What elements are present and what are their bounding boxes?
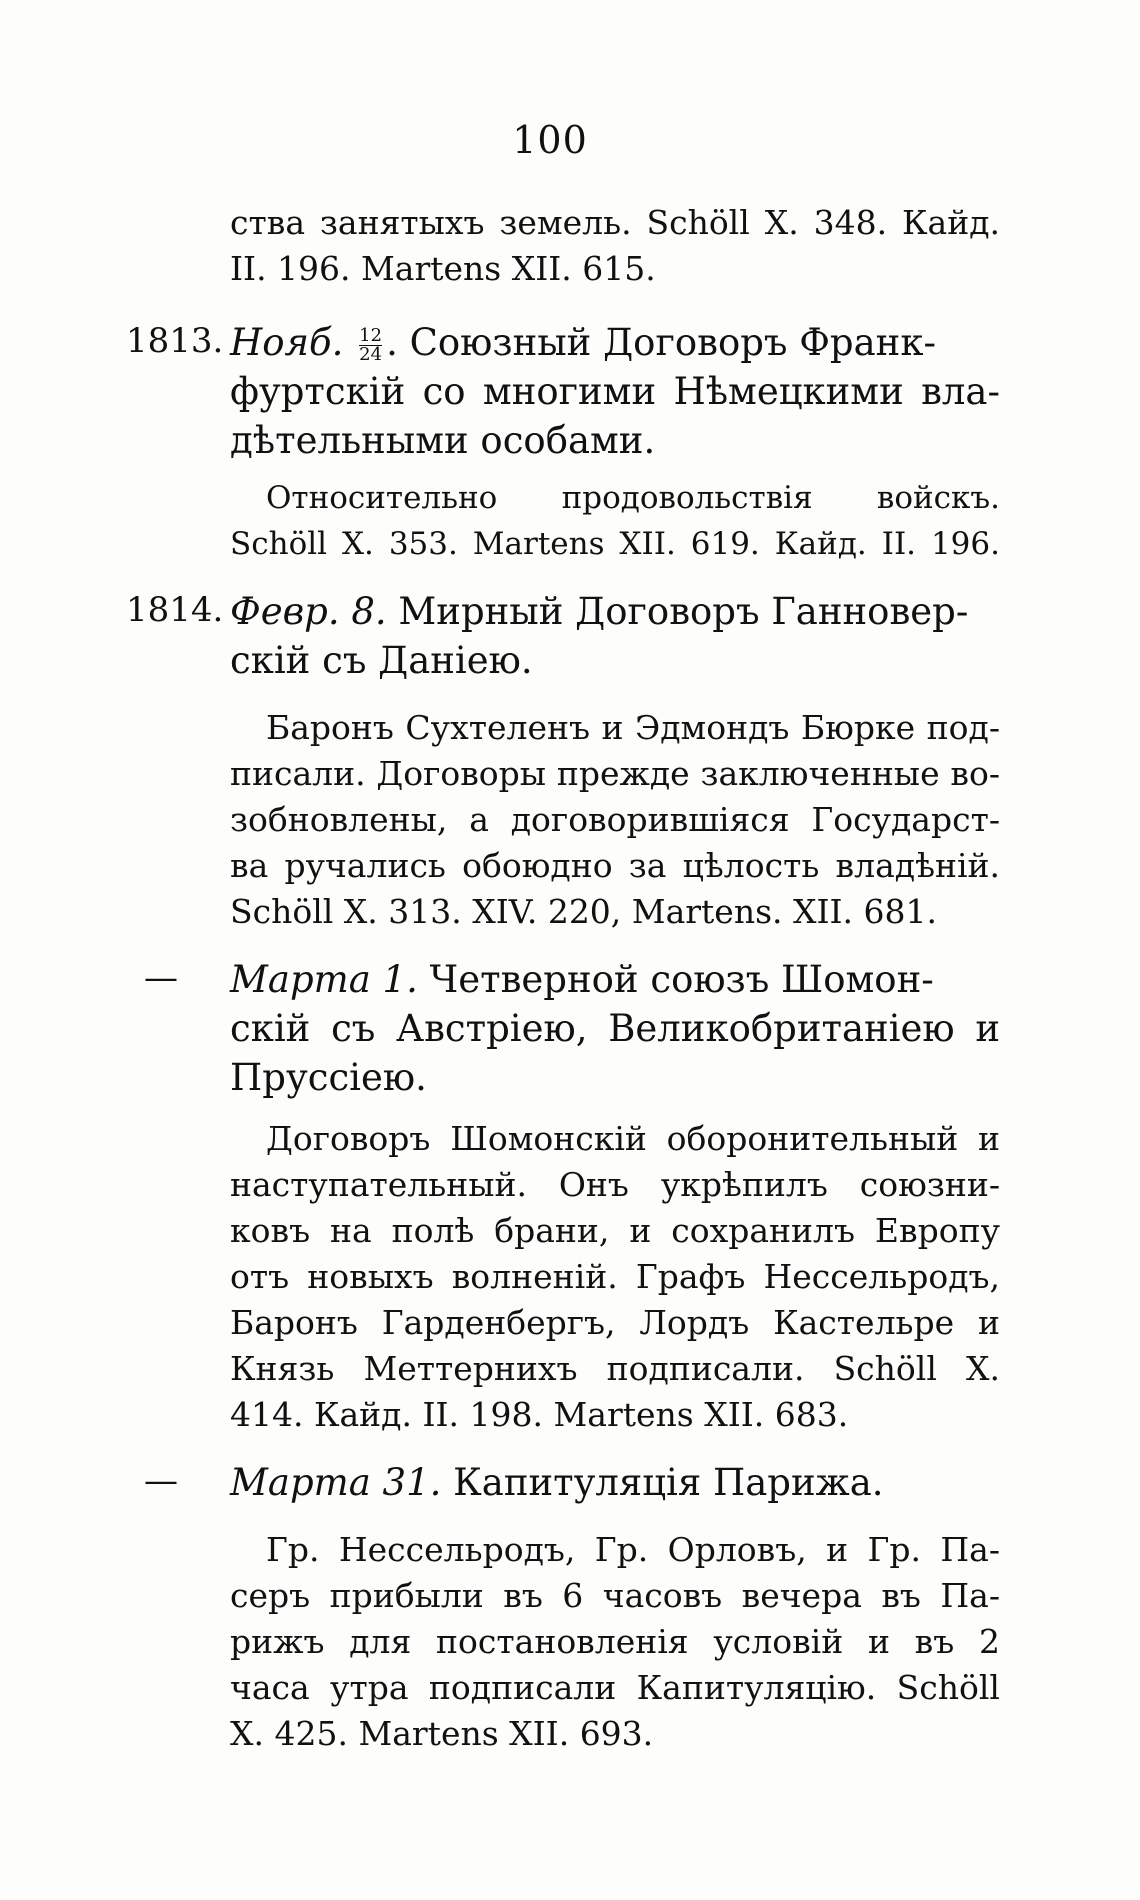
body-line: Относительно продовольствія войскъ. [266, 480, 1000, 516]
entry-title-line [230, 318, 1000, 367]
fraction-numerator: 12 [359, 325, 383, 346]
entry-body [230, 1527, 1000, 1757]
entry-date: Нояб. [230, 321, 344, 364]
entry-heading [144, 1458, 1000, 1507]
body-line: Баронъ Гарденбергъ, Лордъ Кастельре и [230, 1303, 1000, 1342]
body-line: зобновлены, а договорившіяся Государст- [230, 800, 1000, 839]
entry-dash: — [144, 958, 178, 998]
entry-title-line: скій съ Даніею. [230, 639, 533, 682]
entry-body [230, 705, 1000, 935]
entry-title-line: фуртскій со многими Нѣмецкими вла- [230, 370, 1000, 413]
body-line: писали. Договоры прежде заключенные во- [230, 754, 1000, 793]
body-line: рижъ для постановленія условій и въ 2 [230, 1622, 1000, 1661]
body-line: серъ прибыли въ 6 часовъ вечера въ Па- [230, 1576, 1000, 1615]
body-line: часа утра подписали Капитуляцію. Schöll [230, 1668, 1000, 1707]
continuation-text [230, 200, 1000, 292]
treaty-entry [144, 1458, 1000, 1757]
body-line: 414. Кайд. II. 198. Martens XII. 683. [230, 1395, 849, 1434]
entry-title-line: дѣтельными особами. [230, 419, 656, 462]
treaty-entry [126, 318, 1000, 567]
body-line: Князь Меттернихъ подписали. Schöll X. [230, 1349, 1000, 1388]
page-content [126, 200, 1000, 1757]
entry-title: Мирный Договоръ Ганновер- [386, 590, 969, 633]
text-line: ства занятыхъ земель. Schöll X. 348. Кайд. [230, 203, 1000, 242]
treaty-entry [126, 587, 1000, 935]
entry-year: 1814. [126, 590, 224, 630]
entry-heading [126, 587, 1000, 685]
fraction-denominator: 24 [359, 344, 383, 365]
entry-heading [144, 955, 1000, 1102]
body-line: ковъ на полѣ брани, и сохранилъ Европу [230, 1211, 1000, 1250]
body-line: ва ручались обоюдно за цѣлость владѣній. [230, 846, 1000, 885]
body-line: X. 425. Martens XII. 693. [230, 1714, 654, 1753]
entry-title: . Союзный Договоръ Франк- [386, 321, 936, 364]
body-line: Schöll X. 313. XIV. 220, Martens. XII. 681. [230, 892, 938, 931]
entry-body [194, 475, 1000, 567]
body-line: Гр. Нессельродъ, Гр. Орловъ, и Гр. Па- [266, 1530, 1000, 1569]
date-fraction [359, 327, 382, 364]
entry-dash: — [144, 1461, 178, 1501]
treaty-entry [144, 955, 1000, 1438]
body-line: Баронъ Сухтеленъ и Эдмондъ Бюрке под- [266, 708, 1000, 747]
entry-title: Четверной союзъ Шомон- [417, 958, 934, 1001]
entry-title-line: Пруссіею. [230, 1056, 427, 1099]
body-line: Договоръ Шомонскій оборонительный и [266, 1119, 1000, 1158]
entry-date: Марта 1. [230, 958, 418, 1001]
text-line: II. 196. Martens XII. 615. [230, 249, 656, 288]
body-line: отъ новыхъ волненій. Графъ Нессельродъ, [230, 1257, 1000, 1296]
entry-title-line [230, 1458, 1000, 1507]
entry-year: 1813. [126, 321, 224, 361]
entry-date: Февр. 8. [230, 590, 387, 633]
entry-title-line [230, 955, 1000, 1004]
page-number: 100 [512, 118, 588, 162]
body-line: Schöll X. 353. Martens XII. 619. Кайд. II. 196. [230, 526, 1000, 562]
entry-date: Марта 31. [230, 1461, 442, 1504]
entry-heading [126, 318, 1000, 465]
entry-title-line: скій съ Австріею, Великобританіею и [230, 1007, 1000, 1050]
entry-title: Капитуляція Парижа. [441, 1461, 884, 1504]
body-line: наступательный. Онъ укрѣпилъ союзни- [230, 1165, 1000, 1204]
entry-body [230, 1116, 1000, 1438]
entry-title-line [230, 587, 1000, 636]
